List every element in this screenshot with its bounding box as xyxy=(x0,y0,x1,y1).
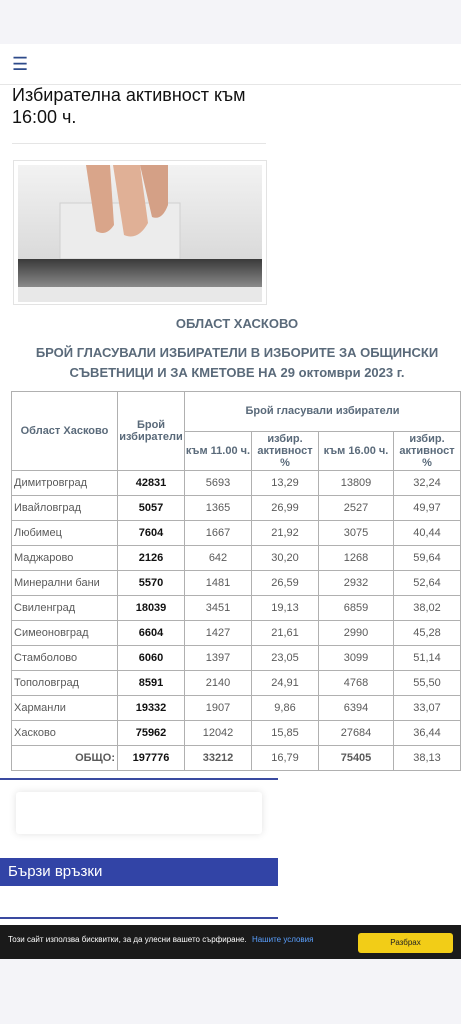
votes-16-cell: 1268 xyxy=(319,546,394,571)
table-row xyxy=(12,696,461,721)
quick-links-header: Бързи връзки xyxy=(0,858,278,886)
votes-16-cell: 4768 xyxy=(319,671,394,696)
activity-11-cell: 15,85 xyxy=(252,721,319,746)
voters-cell: 6060 xyxy=(118,646,185,671)
activity-11-cell: 26,59 xyxy=(252,571,319,596)
municipality-cell: Стамболово xyxy=(12,646,118,671)
cookie-terms-link[interactable]: Нашите условия xyxy=(251,935,314,944)
activity-11-cell: 26,99 xyxy=(252,496,319,521)
voters-cell: 19332 xyxy=(118,696,185,721)
status-area xyxy=(0,0,461,44)
voters-cell: 5057 xyxy=(118,496,185,521)
voters-cell: 75962 xyxy=(118,721,185,746)
table-body xyxy=(12,471,461,771)
votes-11-cell: 12042 xyxy=(185,721,252,746)
table-row xyxy=(12,496,461,521)
votes-11-cell: 1397 xyxy=(185,646,252,671)
page-title: Избирателна активност към 16:00 ч. xyxy=(12,85,246,127)
activity-16-cell: 49,97 xyxy=(394,496,461,521)
header-voted: Брой гласували избиратели xyxy=(185,392,461,432)
activity-16-cell: 55,50 xyxy=(394,671,461,696)
cookie-banner xyxy=(0,925,461,959)
activity-11-cell: 19,13 xyxy=(252,596,319,621)
municipality-cell: Тополовград xyxy=(12,671,118,696)
total-row xyxy=(12,746,461,771)
divider xyxy=(0,917,278,919)
total-label: ОБЩО: xyxy=(12,746,118,771)
voters-cell: 6604 xyxy=(118,621,185,646)
total-voters: 197776 xyxy=(118,746,185,771)
divider xyxy=(0,778,278,780)
activity-16-cell: 32,24 xyxy=(394,471,461,496)
table-row xyxy=(12,621,461,646)
header-16: към 16.00 ч. xyxy=(319,431,394,471)
municipality-cell: Димитровград xyxy=(12,471,118,496)
votes-11-cell: 3451 xyxy=(185,596,252,621)
activity-16-cell: 38,02 xyxy=(394,596,461,621)
municipality-cell: Симеоновград xyxy=(12,621,118,646)
votes-16-cell: 2932 xyxy=(319,571,394,596)
votes-11-cell: 1667 xyxy=(185,521,252,546)
votes-11-cell: 2140 xyxy=(185,671,252,696)
total-16: 75405 xyxy=(319,746,394,771)
table-row xyxy=(12,571,461,596)
activity-16-cell: 45,28 xyxy=(394,621,461,646)
activity-11-cell: 9,86 xyxy=(252,696,319,721)
activity-16-cell: 36,44 xyxy=(394,721,461,746)
cookie-text xyxy=(8,935,313,944)
activity-11-cell: 21,61 xyxy=(252,621,319,646)
votes-16-cell: 3075 xyxy=(319,521,394,546)
votes-11-cell: 642 xyxy=(185,546,252,571)
votes-11-cell: 1427 xyxy=(185,621,252,646)
activity-16-cell: 59,64 xyxy=(394,546,461,571)
votes-16-cell: 6394 xyxy=(319,696,394,721)
divider xyxy=(12,143,266,144)
votes-16-cell: 13809 xyxy=(319,471,394,496)
total-11: 33212 xyxy=(185,746,252,771)
table-heading: БРОЙ ГЛАСУВАЛИ ИЗБИРАТЕЛИ В ИЗБОРИТЕ ЗА ОБЩИНСКИ СЪВЕТНИЦИ И ЗА КМЕТОВЕ НА 29 октомври 2023 г. xyxy=(35,345,439,380)
votes-16-cell: 2990 xyxy=(319,621,394,646)
header-voters: Брой избиратели xyxy=(118,392,185,471)
municipality-cell: Маджарово xyxy=(12,546,118,571)
voters-cell: 2126 xyxy=(118,546,185,571)
turnout-table xyxy=(11,391,461,771)
votes-16-cell: 6859 xyxy=(319,596,394,621)
header-11: към 11.00 ч. xyxy=(185,431,252,471)
table-row xyxy=(12,721,461,746)
article-image xyxy=(13,160,267,305)
table-row xyxy=(12,471,461,496)
voters-cell: 8591 xyxy=(118,671,185,696)
activity-11-cell: 21,92 xyxy=(252,521,319,546)
votes-11-cell: 1365 xyxy=(185,496,252,521)
votes-16-cell: 2527 xyxy=(319,496,394,521)
navbar xyxy=(0,44,461,85)
widget-card xyxy=(16,792,262,834)
municipality-cell: Харманли xyxy=(12,696,118,721)
header-activity-16: избир. активност % xyxy=(394,431,461,471)
municipality-cell: Любимец xyxy=(12,521,118,546)
region-title: ОБЛАСТ ХАСКОВО xyxy=(175,316,299,331)
voters-cell: 5570 xyxy=(118,571,185,596)
activity-11-cell: 23,05 xyxy=(252,646,319,671)
total-activity-11: 16,79 xyxy=(252,746,319,771)
voters-cell: 7604 xyxy=(118,521,185,546)
voters-cell: 42831 xyxy=(118,471,185,496)
table-row xyxy=(12,521,461,546)
activity-16-cell: 33,07 xyxy=(394,696,461,721)
table-row xyxy=(12,671,461,696)
municipality-cell: Ивайловград xyxy=(12,496,118,521)
cookie-accept-button[interactable]: Разбрах xyxy=(358,933,453,953)
activity-16-cell: 51,14 xyxy=(394,646,461,671)
votes-16-cell: 3099 xyxy=(319,646,394,671)
menu-icon[interactable]: ☰ xyxy=(12,54,29,74)
voters-cell: 18039 xyxy=(118,596,185,621)
table-row xyxy=(12,646,461,671)
table-row xyxy=(12,596,461,621)
header-activity-11: избир. активност % xyxy=(252,431,319,471)
votes-11-cell: 1907 xyxy=(185,696,252,721)
ballot-hand-image xyxy=(18,165,262,302)
municipality-cell: Хасково xyxy=(12,721,118,746)
cookie-message: Този сайт използва бисквитки, за да улесни вашето сърфиране. xyxy=(8,935,247,944)
votes-16-cell: 27684 xyxy=(319,721,394,746)
activity-11-cell: 24,91 xyxy=(252,671,319,696)
activity-11-cell: 30,20 xyxy=(252,546,319,571)
bottom-area xyxy=(0,959,461,1024)
activity-16-cell: 52,64 xyxy=(394,571,461,596)
municipality-cell: Минерални бани xyxy=(12,571,118,596)
municipality-cell: Свиленград xyxy=(12,596,118,621)
table-row xyxy=(12,546,461,571)
votes-11-cell: 1481 xyxy=(185,571,252,596)
total-activity-16: 38,13 xyxy=(394,746,461,771)
activity-11-cell: 13,29 xyxy=(252,471,319,496)
votes-11-cell: 5693 xyxy=(185,471,252,496)
header-region: Област Хасково xyxy=(12,392,118,471)
activity-16-cell: 40,44 xyxy=(394,521,461,546)
